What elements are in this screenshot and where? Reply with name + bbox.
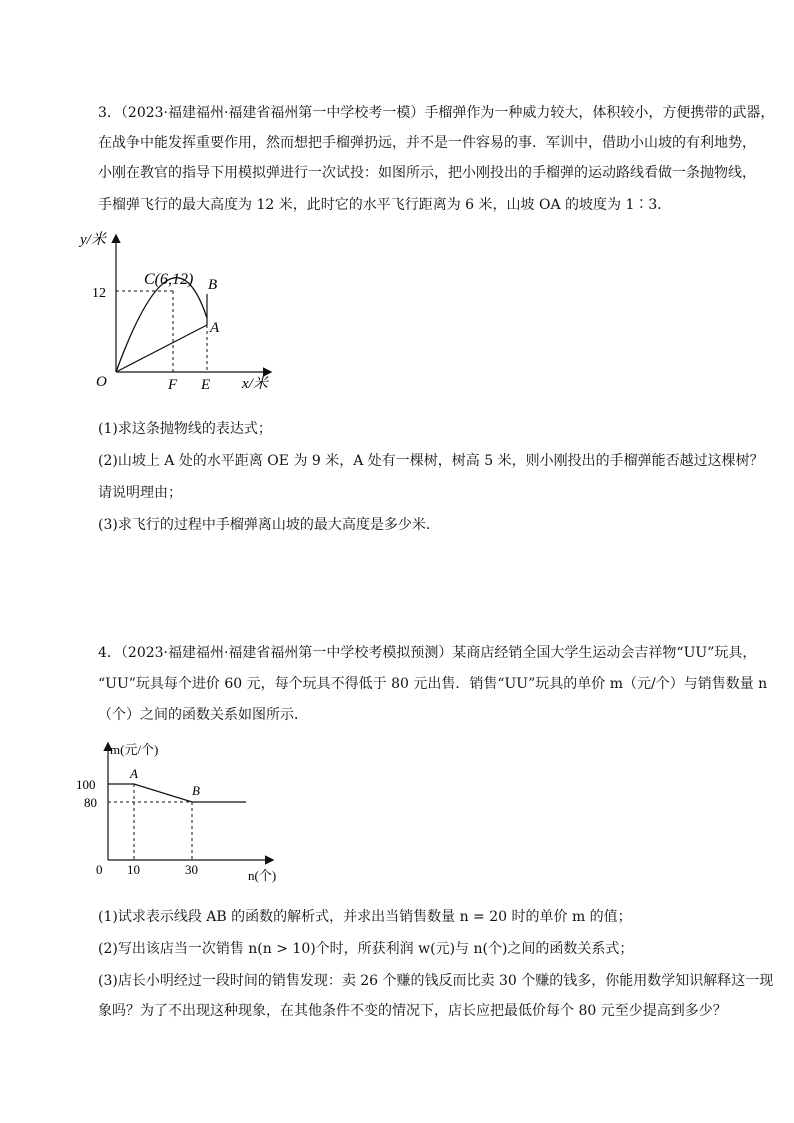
- problem3-line-3: 小刚在教官的指导下用模拟弹进行一次试投：如图所示，把小刚投出的手榴弹的运动路线看做一条抛物线，: [98, 165, 756, 181]
- problem3-figure: [70, 222, 300, 397]
- problem3-question-2: (2)山坡上 A 处的水平距离 OE 为 9 米，A 处有一棵树，树高 5 米，则小刚投出的手榴弹能否越过这棵树？: [98, 453, 764, 469]
- tick-100: 100: [76, 777, 96, 792]
- problem4-figure: [72, 738, 292, 888]
- problem3-line-4: 手榴弹飞行的最大高度为 12 米，此时它的水平飞行距离为 6 米，山坡 OA 的坡度为 1∶3．: [98, 197, 672, 213]
- tick-12: 12: [92, 286, 106, 301]
- problem4-question-1: (1)试求表示线段 AB 的函数的解析式，并求出当销售数量 n = 20 时的单价 m 的值；: [98, 909, 632, 925]
- label-b: B: [208, 277, 218, 293]
- problem4-question-3-cont: 象吗？为了不出现这种现象，在其他条件不变的情况下，店长应把最低价每个 80 元至少提高到多少？: [98, 1003, 727, 1019]
- label-e: E: [201, 377, 211, 393]
- problem4-line-3: （个）之间的函数关系如图所示．: [98, 707, 308, 723]
- m-axis-label: m(元/个): [110, 742, 159, 757]
- problem3-line-1: 3．（2023·福建福州·福建省福州第一中学校考一模）手榴弹作为一种威力较大，体积较小，方便携带的武器，: [98, 105, 775, 121]
- problem4-question-3: (3)店长小明经过一段时间的销售发现：卖 26 个赚的钱反而比卖 30 个赚的钱多，你能用数学知识解释这一现: [98, 973, 774, 989]
- y-axis-label: y/米: [80, 232, 106, 248]
- price-graph: [108, 784, 246, 802]
- problem3-line-2: 在战争中能发挥重要作用，然而想把手榴弹扔远，并不是一件容易的事．军训中，借助小山坡的有利地势，: [98, 135, 756, 151]
- label-a: A: [210, 320, 220, 336]
- problem4-question-2: (2)写出该店当一次销售 n(n > 10)个时，所获利润 w(元)与 n(个)之间的函数关系式；: [98, 941, 634, 957]
- x-axis-label: x/米: [242, 376, 268, 392]
- tick-10: 10: [127, 862, 140, 877]
- label-o: O: [96, 374, 107, 390]
- n-axis-label: n(个): [248, 868, 277, 883]
- label-f: F: [168, 377, 178, 393]
- problem4-line-2: “UU”玩具每个进价 60 元，每个玩具不得低于 80 元出售．销售“UU”玩具的单价 m（元/个）与销售数量 n: [98, 676, 768, 692]
- problem3-question-1: (1)求这条抛物线的表达式；: [98, 421, 272, 437]
- label-a: A: [130, 766, 138, 781]
- label-c: C(6,12): [144, 271, 194, 288]
- problem3-question-2-cont: 请说明理由；: [98, 485, 182, 501]
- problem4-line-1: 4．（2023·福建福州·福建省福州第一中学校考模拟预测）某商店经销全国大学生运动会吉祥物“UU”玩具，: [98, 645, 757, 661]
- tick-80: 80: [84, 795, 97, 810]
- tick-30: 30: [185, 862, 198, 877]
- problem3-question-3: (3)求飞行的过程中手榴弹离山坡的最大高度是多少米．: [98, 517, 440, 533]
- label-b: B: [192, 783, 200, 798]
- slope-oa: [116, 325, 207, 372]
- trajectory: [116, 278, 207, 372]
- tick-0: 0: [96, 862, 103, 877]
